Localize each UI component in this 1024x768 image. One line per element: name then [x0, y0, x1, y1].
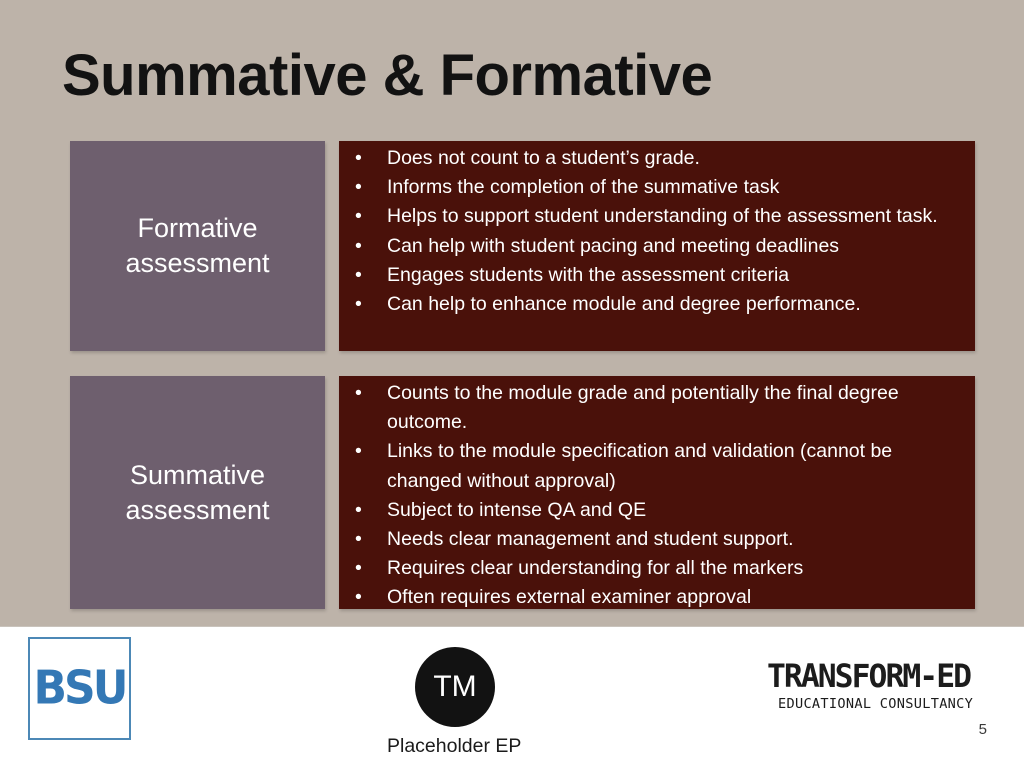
- list-item: • Needs clear management and student support.: [387, 525, 957, 554]
- summative-points-box: [339, 376, 975, 609]
- slide-title: Summative & Formative: [62, 43, 713, 108]
- summative-label-line1: Summative: [129, 459, 266, 490]
- list-item: • Counts to the module grade and potentially the final degree outcome.: [387, 379, 957, 437]
- formative-label-line2: assessment: [125, 248, 270, 278]
- list-item: • Links to the module specification and validation (cannot be changed without approval): [387, 437, 957, 495]
- formative-bullet-list: [339, 141, 975, 319]
- summative-label-line2: assessment: [125, 494, 270, 525]
- page-number: 5: [978, 721, 987, 738]
- tm-logo-text: TM: [433, 670, 477, 703]
- bsu-logo-text: BSU: [33, 661, 126, 716]
- list-item: • Subject to intense QA and QE: [387, 496, 957, 525]
- list-item: • Informs the completion of the summative task: [387, 173, 957, 202]
- list-item: • Can help to enhance module and degree performance.: [387, 290, 957, 319]
- formative-points-box: [339, 141, 975, 351]
- list-item: • Helps to support student understanding of the assessment task.: [387, 202, 957, 231]
- summative-bullet-list: [339, 376, 975, 613]
- list-item: • Often requires external examiner approval: [387, 583, 957, 612]
- list-item: • Engages students with the assessment criteria: [387, 261, 957, 290]
- formative-label-box: [70, 141, 325, 351]
- list-item: • Requires clear understanding for all the markers: [387, 554, 957, 583]
- slide-footer: [0, 626, 1024, 768]
- formative-label-line1: Formative: [137, 213, 258, 243]
- transform-ed-logo: TRANSFORM-ED: [767, 657, 971, 695]
- transform-ed-tagline: EDUCATIONAL CONSULTANCY: [778, 696, 974, 712]
- summative-label-box: [70, 376, 325, 609]
- list-item: • Can help with student pacing and meeting deadlines: [387, 232, 957, 261]
- tm-logo: [415, 647, 495, 727]
- tm-caption: Placeholder EP: [387, 735, 522, 757]
- bsu-logo: [28, 637, 131, 740]
- list-item: • Does not count to a student’s grade.: [387, 144, 957, 173]
